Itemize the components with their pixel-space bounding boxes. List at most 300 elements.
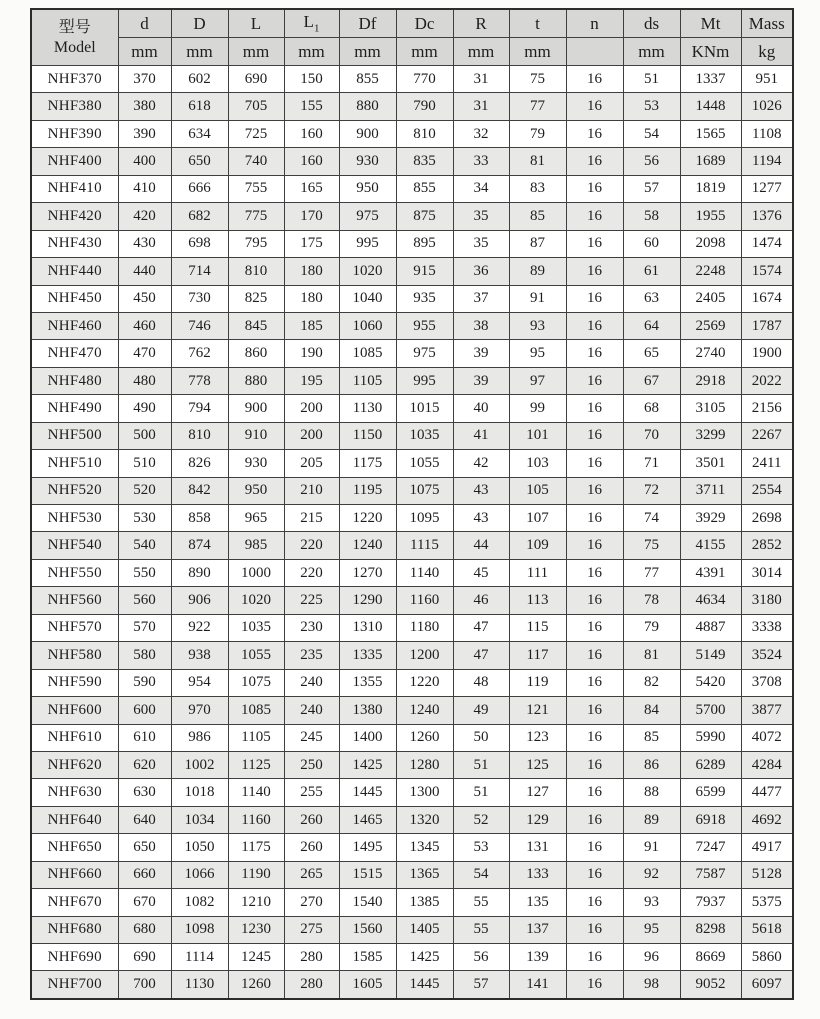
cell-L1: 170 [284, 203, 339, 230]
cell-Dc: 1200 [396, 642, 453, 669]
cell-Dc: 1095 [396, 505, 453, 532]
cell-L1: 235 [284, 642, 339, 669]
cell-D: 714 [171, 258, 228, 285]
cell-R: 35 [453, 203, 509, 230]
table-row [31, 120, 793, 147]
cell-Mt: 5420 [680, 669, 741, 696]
cell-ds: 63 [623, 285, 680, 312]
cell-Df: 1495 [339, 834, 396, 861]
cell-t: 127 [509, 779, 566, 806]
cell-R: 46 [453, 587, 509, 614]
cell-Mt: 4391 [680, 559, 741, 586]
cell-n: 16 [566, 148, 623, 175]
cell-Dc: 915 [396, 258, 453, 285]
cell-L: 810 [228, 258, 284, 285]
cell-ds: 60 [623, 230, 680, 257]
cell-R: 57 [453, 971, 509, 999]
cell-D: 1098 [171, 916, 228, 943]
cell-d: 490 [118, 395, 171, 422]
cell-D: 618 [171, 93, 228, 120]
cell-L: 950 [228, 477, 284, 504]
cell-n: 16 [566, 559, 623, 586]
cell-L1: 270 [284, 889, 339, 916]
cell-L: 775 [228, 203, 284, 230]
cell-R: 51 [453, 779, 509, 806]
cell-d: 540 [118, 532, 171, 559]
table-row [31, 532, 793, 559]
cell-n: 16 [566, 340, 623, 367]
cell-R: 52 [453, 806, 509, 833]
cell-Dc: 1035 [396, 422, 453, 449]
cell-L: 1075 [228, 669, 284, 696]
cell-L1: 155 [284, 93, 339, 120]
unit-ds: mm [623, 38, 680, 66]
cell-n: 16 [566, 806, 623, 833]
cell-d: 560 [118, 587, 171, 614]
cell-D: 794 [171, 395, 228, 422]
cell-t: 121 [509, 697, 566, 724]
cell-ds: 57 [623, 175, 680, 202]
cell-L1: 275 [284, 916, 339, 943]
cell-Mt: 4155 [680, 532, 741, 559]
cell-D: 1018 [171, 779, 228, 806]
cell-R: 53 [453, 834, 509, 861]
cell-L: 755 [228, 175, 284, 202]
cell-n: 16 [566, 120, 623, 147]
cell-ds: 67 [623, 367, 680, 394]
cell-D: 698 [171, 230, 228, 257]
cell-Df: 930 [339, 148, 396, 175]
cell-L: 1175 [228, 834, 284, 861]
cell-t: 77 [509, 93, 566, 120]
table-row [31, 642, 793, 669]
cell-t: 91 [509, 285, 566, 312]
cell-model: NHF540 [31, 532, 118, 559]
cell-model: NHF460 [31, 312, 118, 339]
cell-Df: 1605 [339, 971, 396, 999]
cell-L: 985 [228, 532, 284, 559]
cell-L1: 150 [284, 66, 339, 93]
cell-Dc: 855 [396, 175, 453, 202]
cell-Mt: 2248 [680, 258, 741, 285]
cell-Mass: 2267 [741, 422, 793, 449]
cell-t: 99 [509, 395, 566, 422]
cell-Df: 1175 [339, 450, 396, 477]
cell-model: NHF550 [31, 559, 118, 586]
cell-d: 450 [118, 285, 171, 312]
cell-model: NHF590 [31, 669, 118, 696]
cell-Mass: 5860 [741, 944, 793, 971]
cell-Mt: 2098 [680, 230, 741, 257]
table-row [31, 806, 793, 833]
cell-D: 890 [171, 559, 228, 586]
cell-Dc: 955 [396, 312, 453, 339]
cell-d: 430 [118, 230, 171, 257]
cell-Mt: 1955 [680, 203, 741, 230]
cell-L: 1230 [228, 916, 284, 943]
cell-n: 16 [566, 230, 623, 257]
cell-L1: 225 [284, 587, 339, 614]
cell-D: 874 [171, 532, 228, 559]
cell-L: 1140 [228, 779, 284, 806]
cell-d: 700 [118, 971, 171, 999]
cell-n: 16 [566, 587, 623, 614]
cell-Mt: 3711 [680, 477, 741, 504]
cell-Mass: 2698 [741, 505, 793, 532]
model-header-zh: 型号 [58, 18, 91, 36]
cell-Mt: 6918 [680, 806, 741, 833]
column-header-L1: $L_1$ [284, 9, 339, 38]
cell-Mass: 4284 [741, 751, 793, 778]
table-row [31, 395, 793, 422]
cell-R: 36 [453, 258, 509, 285]
cell-L: 690 [228, 66, 284, 93]
cell-L: 1245 [228, 944, 284, 971]
cell-Mt: 2405 [680, 285, 741, 312]
cell-Mass: 3180 [741, 587, 793, 614]
cell-t: 85 [509, 203, 566, 230]
cell-t: 125 [509, 751, 566, 778]
cell-model: NHF580 [31, 642, 118, 669]
cell-R: 48 [453, 669, 509, 696]
cell-R: 49 [453, 697, 509, 724]
cell-D: 826 [171, 450, 228, 477]
cell-Dc: 1280 [396, 751, 453, 778]
cell-model: NHF650 [31, 834, 118, 861]
cell-ds: 77 [623, 559, 680, 586]
cell-Df: 1515 [339, 861, 396, 888]
cell-n: 16 [566, 751, 623, 778]
table-row [31, 258, 793, 285]
cell-d: 470 [118, 340, 171, 367]
table-row [31, 834, 793, 861]
column-header-t: t [509, 9, 566, 38]
cell-d: 380 [118, 93, 171, 120]
table-row [31, 751, 793, 778]
unit-n [566, 38, 623, 66]
cell-n: 16 [566, 450, 623, 477]
cell-D: 634 [171, 120, 228, 147]
cell-Df: 1310 [339, 614, 396, 641]
unit-Mt: KNm [680, 38, 741, 66]
cell-model: NHF510 [31, 450, 118, 477]
cell-Mt: 1565 [680, 120, 741, 147]
cell-L1: 190 [284, 340, 339, 367]
table-row [31, 450, 793, 477]
cell-d: 530 [118, 505, 171, 532]
cell-D: 1114 [171, 944, 228, 971]
cell-Mt: 9052 [680, 971, 741, 999]
cell-Mass: 2411 [741, 450, 793, 477]
cell-Mass: 951 [741, 66, 793, 93]
cell-L: 910 [228, 422, 284, 449]
cell-Dc: 1320 [396, 806, 453, 833]
cell-model: NHF480 [31, 367, 118, 394]
cell-ds: 92 [623, 861, 680, 888]
cell-ds: 65 [623, 340, 680, 367]
cell-d: 680 [118, 916, 171, 943]
cell-Mt: 8298 [680, 916, 741, 943]
cell-Df: 950 [339, 175, 396, 202]
cell-Df: 1400 [339, 724, 396, 751]
cell-t: 119 [509, 669, 566, 696]
table-row [31, 559, 793, 586]
cell-Mass: 1194 [741, 148, 793, 175]
table-row [31, 669, 793, 696]
cell-t: 137 [509, 916, 566, 943]
cell-ds: 70 [623, 422, 680, 449]
cell-D: 922 [171, 614, 228, 641]
column-header-Dc: Dc [396, 9, 453, 38]
cell-L: 795 [228, 230, 284, 257]
cell-Dc: 770 [396, 66, 453, 93]
table-row [31, 312, 793, 339]
cell-d: 660 [118, 861, 171, 888]
cell-model: NHF640 [31, 806, 118, 833]
cell-d: 570 [118, 614, 171, 641]
cell-R: 33 [453, 148, 509, 175]
cell-n: 16 [566, 834, 623, 861]
unit-t: mm [509, 38, 566, 66]
cell-R: 54 [453, 861, 509, 888]
table-header [31, 9, 793, 66]
cell-d: 620 [118, 751, 171, 778]
cell-Dc: 875 [396, 203, 453, 230]
cell-Df: 1240 [339, 532, 396, 559]
cell-Df: 1060 [339, 312, 396, 339]
cell-model: NHF400 [31, 148, 118, 175]
cell-Df: 880 [339, 93, 396, 120]
cell-L: 930 [228, 450, 284, 477]
cell-L1: 220 [284, 532, 339, 559]
cell-ds: 54 [623, 120, 680, 147]
cell-D: 842 [171, 477, 228, 504]
cell-D: 1082 [171, 889, 228, 916]
cell-Mass: 1674 [741, 285, 793, 312]
cell-Df: 1130 [339, 395, 396, 422]
cell-d: 580 [118, 642, 171, 669]
cell-d: 630 [118, 779, 171, 806]
cell-Df: 975 [339, 203, 396, 230]
cell-Mt: 6289 [680, 751, 741, 778]
cell-t: 93 [509, 312, 566, 339]
cell-ds: 79 [623, 614, 680, 641]
cell-L1: 180 [284, 285, 339, 312]
cell-model: NHF470 [31, 340, 118, 367]
cell-d: 390 [118, 120, 171, 147]
cell-Df: 1355 [339, 669, 396, 696]
cell-Mt: 3105 [680, 395, 741, 422]
cell-d: 690 [118, 944, 171, 971]
cell-L: 1085 [228, 697, 284, 724]
cell-n: 16 [566, 175, 623, 202]
cell-Df: 1150 [339, 422, 396, 449]
cell-Dc: 1220 [396, 669, 453, 696]
cell-Mt: 8669 [680, 944, 741, 971]
cell-t: 141 [509, 971, 566, 999]
cell-n: 16 [566, 889, 623, 916]
cell-ds: 98 [623, 971, 680, 999]
cell-model: NHF670 [31, 889, 118, 916]
cell-ds: 84 [623, 697, 680, 724]
cell-L: 1105 [228, 724, 284, 751]
cell-model: NHF690 [31, 944, 118, 971]
cell-d: 410 [118, 175, 171, 202]
cell-L: 825 [228, 285, 284, 312]
cell-R: 56 [453, 944, 509, 971]
column-header-D: D [171, 9, 228, 38]
cell-L: 1125 [228, 751, 284, 778]
cell-L: 1260 [228, 971, 284, 999]
cell-model: NHF610 [31, 724, 118, 751]
cell-d: 460 [118, 312, 171, 339]
table-row [31, 93, 793, 120]
cell-Mt: 2740 [680, 340, 741, 367]
cell-L1: 265 [284, 861, 339, 888]
cell-d: 670 [118, 889, 171, 916]
cell-ds: 96 [623, 944, 680, 971]
cell-Dc: 995 [396, 367, 453, 394]
unit-L: mm [228, 38, 284, 66]
cell-Dc: 835 [396, 148, 453, 175]
cell-L: 845 [228, 312, 284, 339]
cell-L1: 210 [284, 477, 339, 504]
cell-Mt: 7587 [680, 861, 741, 888]
cell-Df: 1540 [339, 889, 396, 916]
cell-Df: 995 [339, 230, 396, 257]
cell-model: NHF520 [31, 477, 118, 504]
cell-Dc: 1075 [396, 477, 453, 504]
column-header-Df: Df [339, 9, 396, 38]
cell-D: 602 [171, 66, 228, 93]
cell-t: 101 [509, 422, 566, 449]
cell-Mass: 2156 [741, 395, 793, 422]
cell-D: 954 [171, 669, 228, 696]
cell-L1: 260 [284, 806, 339, 833]
cell-n: 16 [566, 944, 623, 971]
cell-Df: 1195 [339, 477, 396, 504]
cell-n: 16 [566, 93, 623, 120]
cell-Dc: 1345 [396, 834, 453, 861]
cell-Mt: 7247 [680, 834, 741, 861]
cell-ds: 82 [623, 669, 680, 696]
cell-ds: 72 [623, 477, 680, 504]
cell-model: NHF530 [31, 505, 118, 532]
cell-D: 858 [171, 505, 228, 532]
cell-L: 860 [228, 340, 284, 367]
cell-L1: 215 [284, 505, 339, 532]
cell-t: 135 [509, 889, 566, 916]
cell-model: NHF700 [31, 971, 118, 999]
table-body [31, 66, 793, 999]
cell-n: 16 [566, 532, 623, 559]
cell-Df: 1085 [339, 340, 396, 367]
cell-Mass: 1474 [741, 230, 793, 257]
cell-Dc: 975 [396, 340, 453, 367]
cell-n: 16 [566, 258, 623, 285]
cell-ds: 85 [623, 724, 680, 751]
cell-Mass: 5618 [741, 916, 793, 943]
cell-Mass: 1574 [741, 258, 793, 285]
table-row [31, 285, 793, 312]
cell-Dc: 1365 [396, 861, 453, 888]
cell-d: 520 [118, 477, 171, 504]
table-row [31, 916, 793, 943]
cell-Mass: 6097 [741, 971, 793, 999]
cell-model: NHF620 [31, 751, 118, 778]
cell-L1: 280 [284, 971, 339, 999]
cell-D: 650 [171, 148, 228, 175]
cell-R: 38 [453, 312, 509, 339]
cell-t: 129 [509, 806, 566, 833]
cell-D: 906 [171, 587, 228, 614]
cell-Dc: 1260 [396, 724, 453, 751]
table-row [31, 148, 793, 175]
cell-D: 682 [171, 203, 228, 230]
cell-L: 1210 [228, 889, 284, 916]
header-row-units [31, 38, 793, 66]
table-row [31, 861, 793, 888]
column-header-n: n [566, 9, 623, 38]
cell-L1: 255 [284, 779, 339, 806]
cell-Mass: 4692 [741, 806, 793, 833]
cell-ds: 51 [623, 66, 680, 93]
cell-t: 123 [509, 724, 566, 751]
cell-model: NHF430 [31, 230, 118, 257]
table-row [31, 971, 793, 999]
cell-D: 1002 [171, 751, 228, 778]
cell-Mt: 4887 [680, 614, 741, 641]
cell-Mass: 5128 [741, 861, 793, 888]
cell-d: 440 [118, 258, 171, 285]
cell-Mt: 3299 [680, 422, 741, 449]
cell-Mt: 1689 [680, 148, 741, 175]
cell-Dc: 935 [396, 285, 453, 312]
cell-L: 1000 [228, 559, 284, 586]
cell-d: 610 [118, 724, 171, 751]
column-header-L: L [228, 9, 284, 38]
cell-L1: 175 [284, 230, 339, 257]
cell-ds: 74 [623, 505, 680, 532]
cell-ds: 89 [623, 806, 680, 833]
cell-ds: 56 [623, 148, 680, 175]
cell-n: 16 [566, 395, 623, 422]
cell-n: 16 [566, 916, 623, 943]
cell-Dc: 790 [396, 93, 453, 120]
cell-ds: 86 [623, 751, 680, 778]
cell-L: 1190 [228, 861, 284, 888]
cell-Df: 1425 [339, 751, 396, 778]
cell-ds: 68 [623, 395, 680, 422]
cell-Dc: 1015 [396, 395, 453, 422]
cell-Mass: 5375 [741, 889, 793, 916]
table-row [31, 587, 793, 614]
cell-R: 40 [453, 395, 509, 422]
cell-Mass: 1900 [741, 340, 793, 367]
cell-t: 95 [509, 340, 566, 367]
cell-Mass: 3877 [741, 697, 793, 724]
table-row [31, 203, 793, 230]
cell-ds: 53 [623, 93, 680, 120]
cell-L1: 200 [284, 395, 339, 422]
cell-L1: 230 [284, 614, 339, 641]
cell-Dc: 1385 [396, 889, 453, 916]
cell-Mass: 1108 [741, 120, 793, 147]
cell-t: 87 [509, 230, 566, 257]
cell-model: NHF660 [31, 861, 118, 888]
cell-model: NHF570 [31, 614, 118, 641]
cell-model: NHF450 [31, 285, 118, 312]
